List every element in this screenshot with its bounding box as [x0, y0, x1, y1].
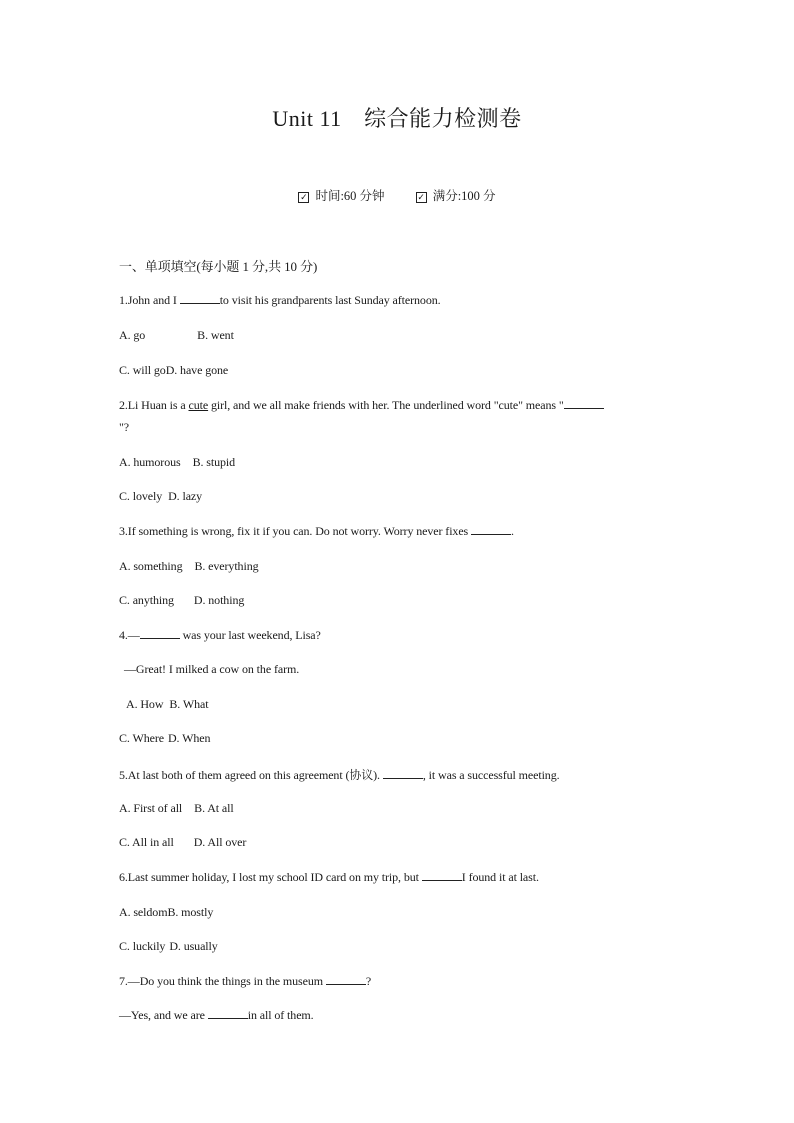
q4-options-cd [119, 731, 210, 746]
option-c: C. anything [119, 593, 174, 607]
q2-options-cd [119, 489, 202, 504]
question-7 [119, 974, 371, 989]
option-a: A. How [126, 697, 164, 711]
answer-blank [383, 768, 423, 779]
q7-answer [119, 1008, 314, 1023]
q3-text-end: . [511, 524, 514, 538]
q7-answer-end: in all of them. [247, 1008, 314, 1022]
q4-answer: —Great! I milked a cow on the farm. [124, 662, 300, 676]
q5-text-end: , it was a successful meeting. [422, 768, 560, 782]
q2-text: 2.Li Huan is a [119, 398, 189, 412]
underlined-word: cute [188, 398, 209, 412]
time-info [298, 186, 384, 204]
q6-options-cd [119, 939, 218, 954]
q1-options-ab [119, 328, 234, 343]
q1-options-cd [119, 363, 228, 378]
option-d: D. nothing [193, 593, 245, 607]
score-label: 满分:100 分 [432, 189, 496, 203]
option-d: D. have gone [165, 363, 229, 377]
q7-text-end: ? [365, 974, 372, 988]
q6-text-end: I found it at last. [461, 870, 539, 884]
question-4 [119, 628, 321, 643]
option-c: C. luckily [119, 939, 166, 953]
q4-options-ab [126, 697, 208, 712]
answer-blank [208, 1008, 248, 1019]
q6-options-ab [119, 905, 213, 920]
checkbox-icon: ✓ [300, 192, 308, 202]
option-a: A. humorous [119, 455, 181, 469]
q6-text: 6.Last summer holiday, I lost my school ID card on my trip, but [119, 870, 422, 884]
question-1 [119, 293, 441, 308]
answer-blank [326, 974, 366, 985]
q5-options-cd [119, 835, 246, 850]
q3-text: 3.If something is wrong, fix it if you can. Do not worry. Worry never fixes [119, 524, 472, 538]
answer-blank [180, 293, 220, 304]
option-c: C. will go [119, 363, 166, 377]
exam-meta [0, 186, 794, 204]
option-b: B. What [169, 697, 209, 711]
q4-text: 4.— [119, 628, 140, 642]
option-d: D. When [167, 731, 211, 745]
option-a: A. First of all [119, 801, 183, 815]
score-info [416, 186, 496, 204]
option-d: D. lazy [168, 489, 203, 503]
option-b: B. mostly [167, 905, 214, 919]
q4-text-end: was your last weekend, Lisa? [179, 628, 321, 642]
q2-options-ab [119, 455, 235, 470]
option-d: D. All over [193, 835, 247, 849]
option-b: B. everything [194, 559, 259, 573]
q7-text: 7.—Do you think the things in the museum [119, 974, 326, 988]
answer-blank [471, 524, 511, 535]
option-b: B. went [197, 328, 234, 342]
section-heading: 一、单项填空(每小题 1 分,共 10 分) [119, 259, 318, 274]
question-2-cont: "? [119, 420, 130, 434]
answer-blank [140, 628, 180, 639]
time-label: 时间:60 分钟 [315, 189, 385, 203]
option-b: B. At all [194, 801, 234, 815]
question-5 [119, 766, 560, 783]
page-title: Unit 11 综合能力检测卷 [272, 106, 522, 131]
q3-options-cd [119, 593, 244, 608]
q3-options-ab [119, 559, 259, 574]
option-a: A. go [119, 328, 146, 342]
checkbox-icon: ✓ [417, 192, 425, 202]
q1-text-end: to visit his grandparents last Sunday afternoon. [219, 293, 441, 307]
option-a: A. something [119, 559, 183, 573]
question-3 [119, 524, 514, 539]
option-b: B. stupid [192, 455, 236, 469]
option-c: C. lovely [119, 489, 163, 503]
option-c: C. All in all [119, 835, 174, 849]
question-2 [119, 398, 604, 413]
question-6 [119, 870, 539, 885]
q7-answer-text: —Yes, and we are [119, 1008, 208, 1022]
q5-options-ab [119, 801, 234, 816]
answer-blank [564, 398, 604, 409]
q1-text: 1.John and I [119, 293, 180, 307]
q2-text-mid: girl, and we all make friends with her. The underlined word "cute" means " [208, 398, 564, 412]
answer-blank [422, 870, 462, 881]
option-a: A. seldom [119, 905, 168, 919]
q5-text: 5.At last both of them agreed on this agreement (协议). [119, 768, 383, 782]
option-c: C. Where [119, 731, 164, 745]
option-d: D. usually [169, 939, 218, 953]
